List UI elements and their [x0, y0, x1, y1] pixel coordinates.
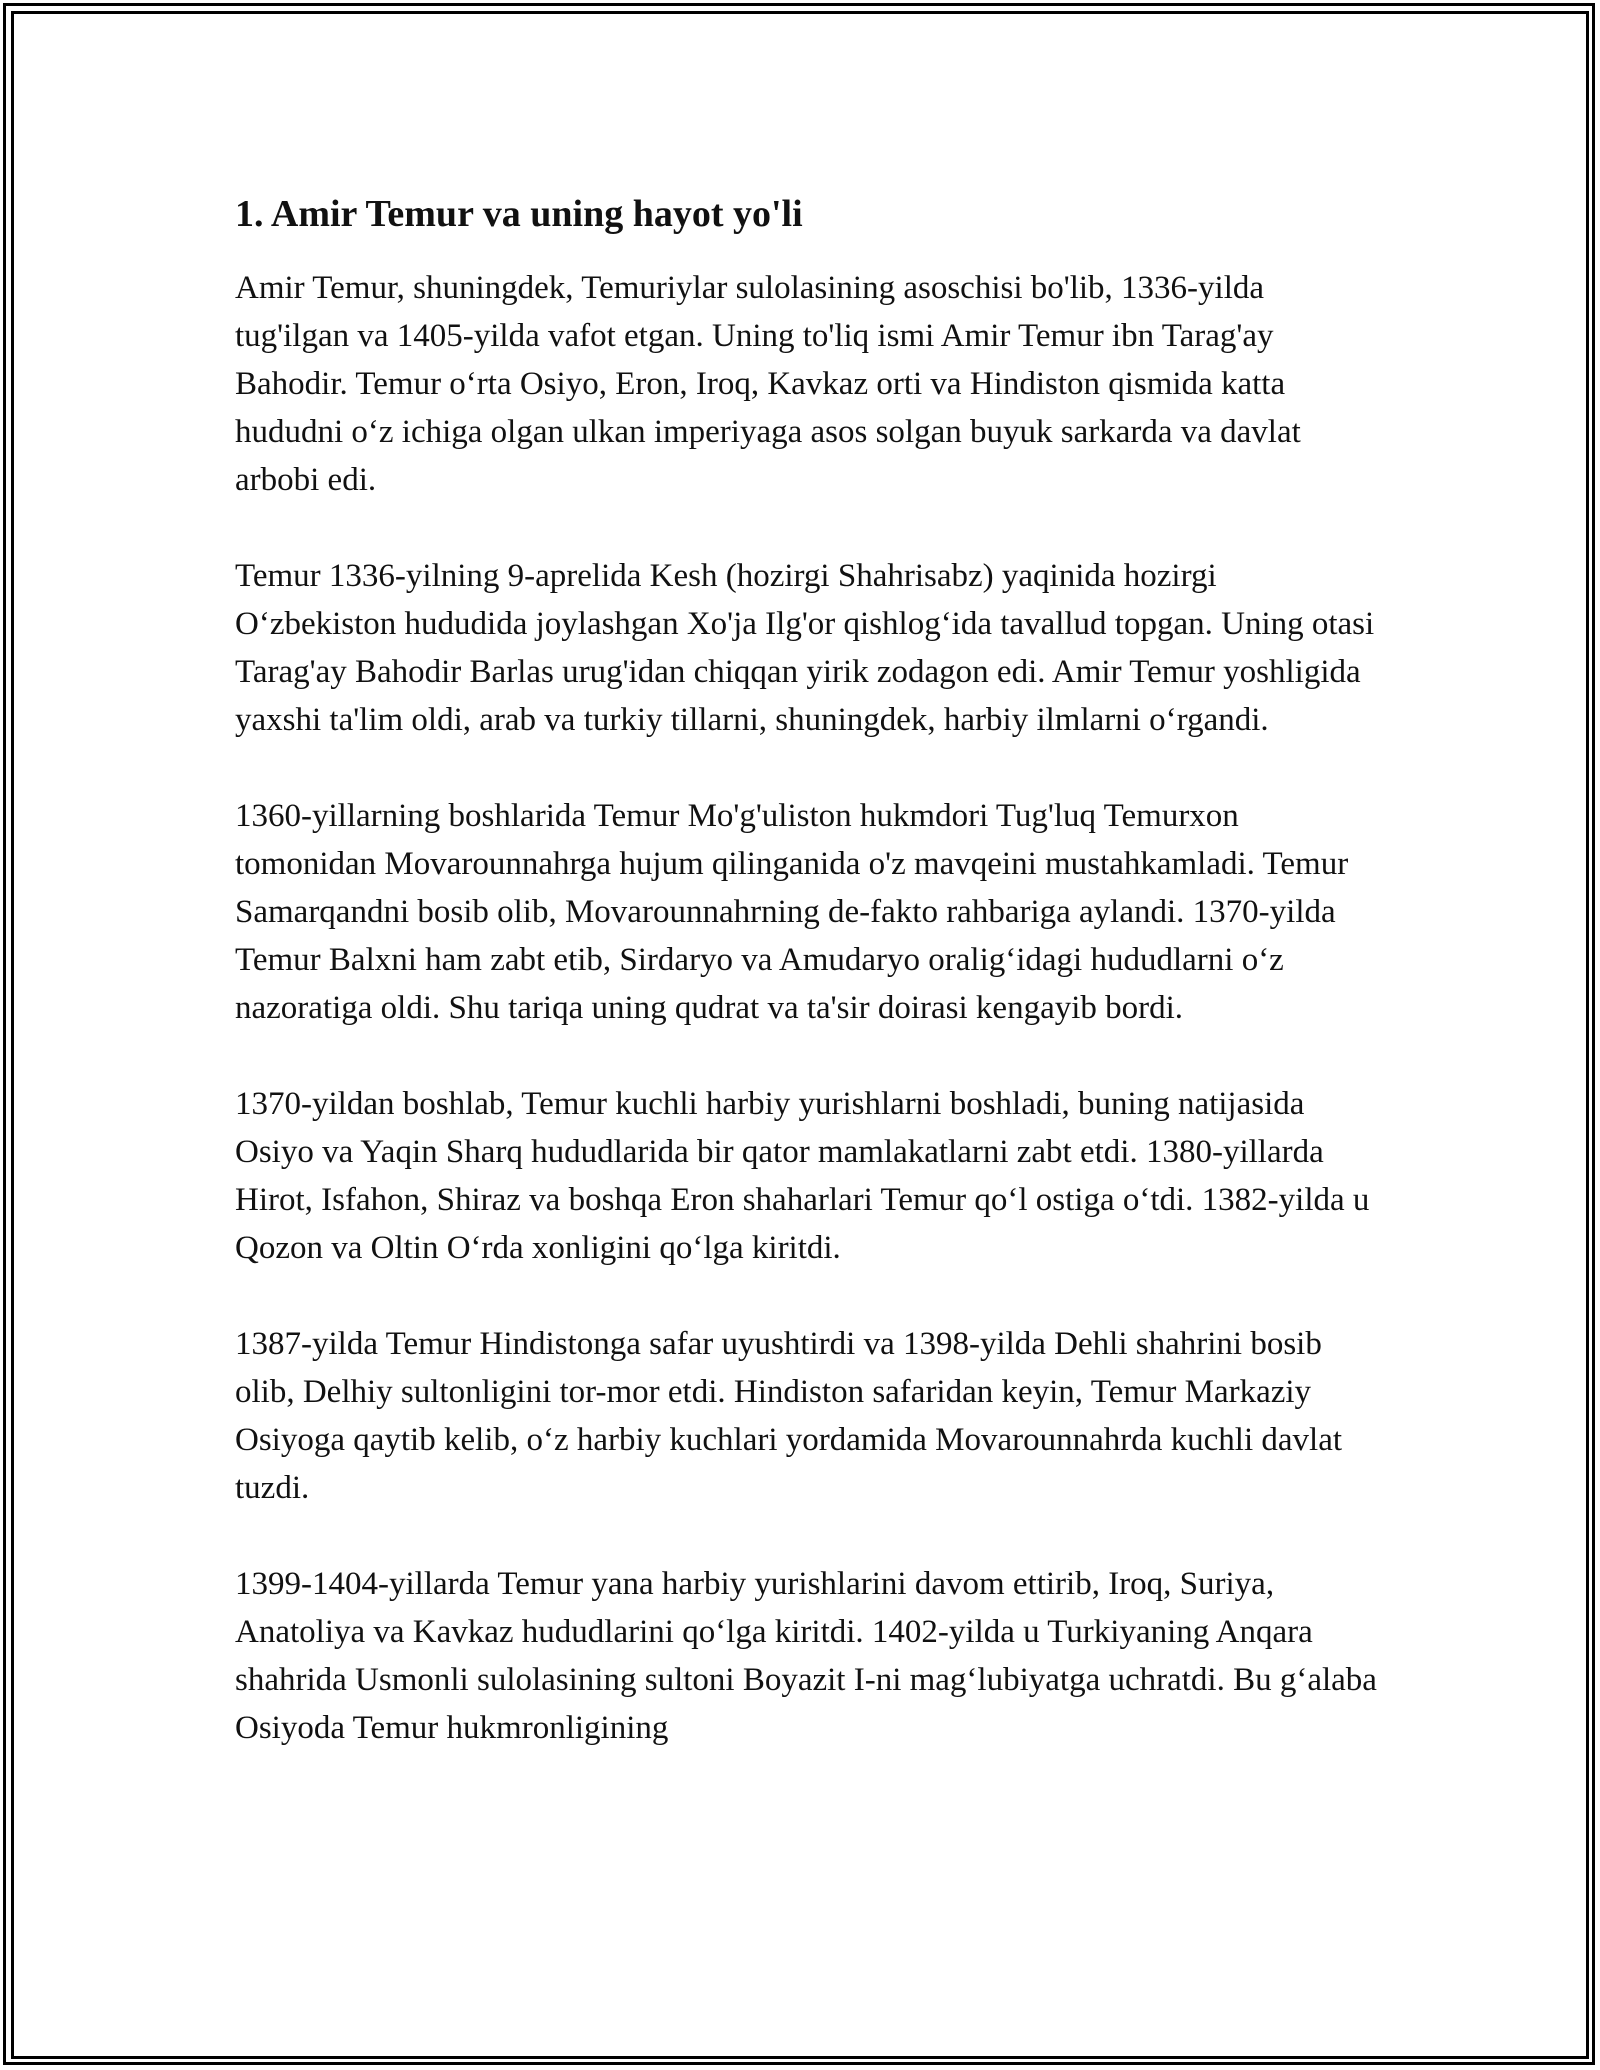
- paragraph-3: 1360-yillarning boshlarida Temur Mo'g'uliston hukmdori Tug'luq Temurxon tomonidan Movarounnahrga hujum qilinganida o'z mavqeini mustahkamladi. Temur Samarqandni bosib olib, Movarounnahrning de-fakto rahbariga aylandi. 1370-yilda Temur Balxni ham zabt etib, Sirdaryo va Amudaryo oralig‘idagi hududlarni o‘z nazoratiga oldi. Shu tariqa uning qudrat va ta'sir doirasi kengayib bordi.: [235, 798, 1349, 1026]
- paragraph-1: Amir Temur, shuningdek, Temuriylar sulolasining asoschisi bo'lib, 1336-yilda tug'ilgan va 1405-yilda vafot etgan. Uning to'liq ismi Amir Temur ibn Tarag'ay Bahodir. Temur o‘rta Osiyo, Eron, Iroq, Kavkaz orti va Hindiston qismida katta hududni o‘z ichiga olgan ulkan imperiyaga asos solgan buyuk sarkarda va davlat arbobi edi.: [235, 270, 1301, 498]
- paragraph-5: 1387-yilda Temur Hindistonga safar uyushtirdi va 1398-yilda Dehli shahrini bosib olib, Delhiy sultonligini tor-mor etdi. Hindiston safaridan keyin, Temur Markaziy Osiyoga qaytib kelib, o‘z harbiy kuchlari yordamida Movarounnahrda kuchli davlat tuzdi.: [235, 1326, 1343, 1506]
- paragraph-2: Temur 1336-yilning 9-aprelida Kesh (hozirgi Shahrisabz) yaqinida hozirgi O‘zbekiston hududida joylashgan Xo'ja Ilg'or qishlog‘ida tavallud topgan. Uning otasi Tarag'ay Bahodir Barlas urug'idan chiqqan yirik zodagon edi. Amir Temur yoshligida yaxshi ta'lim oldi, arab va turkiy tillarni, shuningdek, harbiy ilmlarni o‘rgandi.: [235, 558, 1375, 738]
- document-content: [235, 188, 1385, 1752]
- section-title: 1. Amir Temur va uning hayot yo'li: [235, 193, 803, 235]
- paragraph-6: 1399-1404-yillarda Temur yana harbiy yurishlarini davom ettirib, Iroq, Suriya, Anatoliya va Kavkaz hududlarini qo‘lga kiritdi. 1402-yilda u Turkiyaning Anqara shahrida Usmonli sulolasining sultoni Boyazit I-ni mag‘lubiyatga uchratdi. Bu g‘alaba Osiyoda Temur hukmronligining: [235, 1566, 1377, 1746]
- paragraph-4: 1370-yildan boshlab, Temur kuchli harbiy yurishlarni boshladi, buning natijasida Osiyo va Yaqin Sharq hududlarida bir qator mamlakatlarni zabt etdi. 1380-yillarda Hirot, Isfahon, Shiraz va boshqa Eron shaharlari Temur qo‘l ostiga o‘tdi. 1382-yilda u Qozon va Oltin O‘rda xonligini qo‘lga kiritdi.: [235, 1086, 1370, 1266]
